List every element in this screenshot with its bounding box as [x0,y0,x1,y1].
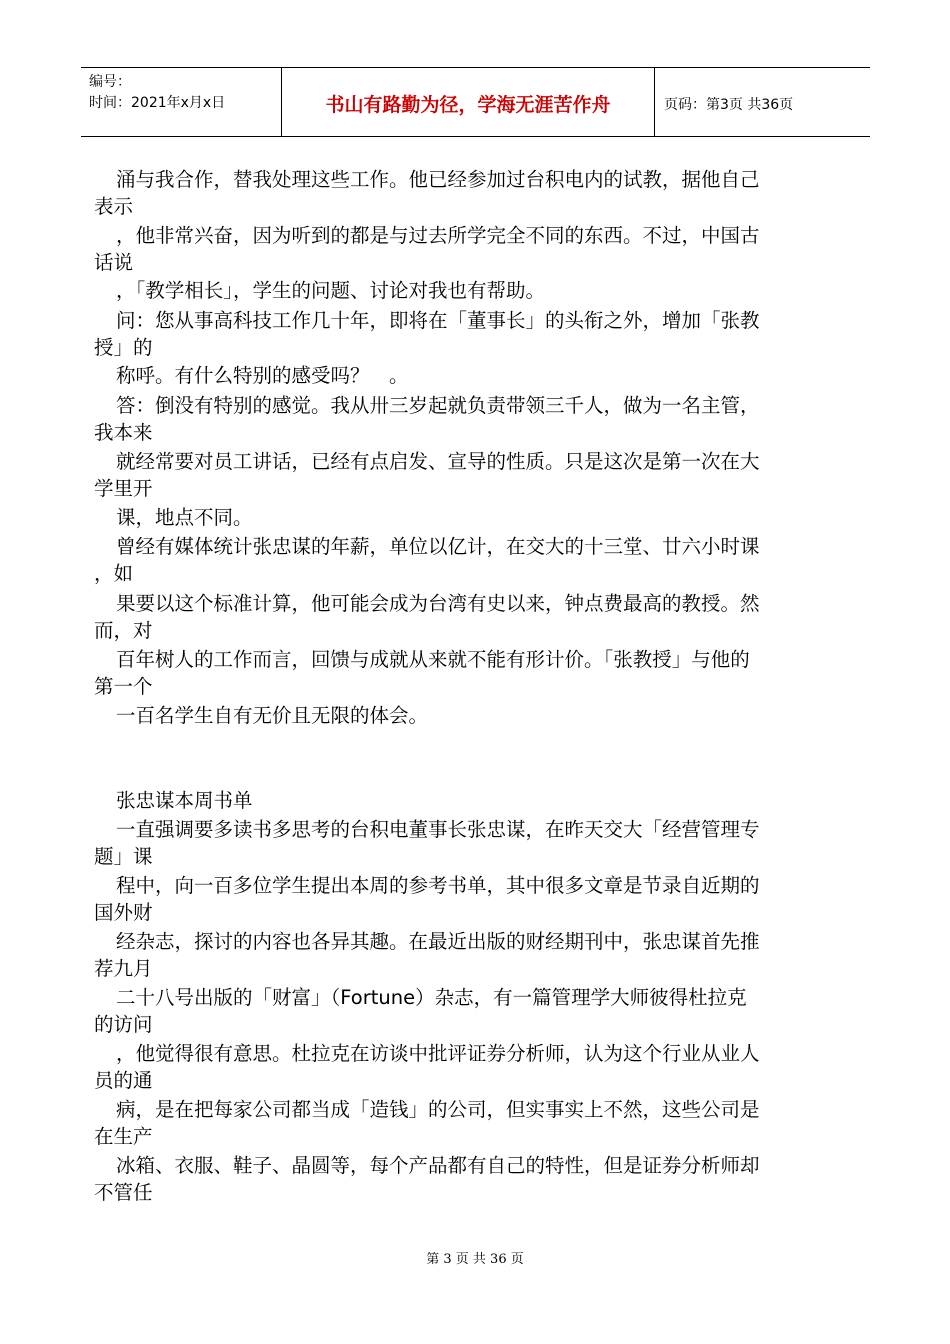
text-line: 在生产 [94,1125,153,1148]
text-line: 问：您从事高科技工作几十年，即将在「董事长」的头衔之外，增加「张教 [116,309,760,332]
text-line: 我本来 [94,421,153,444]
text-line: ，他觉得很有意思。杜拉克在访谈中批评证券分析师，认为这个行业从业人 [116,1042,760,1065]
page-footer: 第 3 页 共 36 页 [426,1252,524,1267]
header-page-info: 页码：第3页 共36页 [664,97,794,113]
text-line: 称呼。有什么特别的感受吗？ 。 [116,364,409,387]
page-header [81,67,870,137]
text-line: 一直强调要多读书多思考的台积电董事长张忠谋，在昨天交大「经营管理专 [116,818,760,841]
header-middle-cell [281,68,655,136]
text-line: 二十八号出版的「财富」（Fortune）杂志，有一篇管理学大师彼得杜拉克 [116,986,747,1009]
text-line: 的访问 [94,1013,153,1036]
text-line: 就经常要对员工讲话，已经有点启发、宣导的性质。只是这次是第一次在大 [116,450,760,473]
text-line: 冰箱、衣服、鞋子、晶圆等，每个产品都有自己的特性，但是证券分析师却 [116,1154,760,1177]
text-line: 员的通 [94,1069,153,1092]
text-line: 表示 [94,195,134,218]
text-line: 第一个 [94,675,153,698]
text-line: ，他非常兴奋，因为听到的都是与过去所学完全不同的东西。不过，中国古 [116,224,760,247]
document-number-label: 编号： [89,74,131,90]
text-line: 不管任 [94,1181,153,1204]
text-line: ，「教学相长」，学生的问题、讨论对我也有帮助。 [116,279,546,302]
document-date-label: 时间：2021年x月x日 [89,95,226,111]
text-line: 国外财 [94,901,153,924]
section-heading: 张忠谋本周书单 [116,789,253,812]
text-line: 话说 [94,251,134,274]
text-line: 曾经有媒体统计张忠谋的年薪，单位以亿计，在交大的十三堂、廿六小时课 [116,535,760,558]
text-line: 果要以这个标准计算，他可能会成为台湾有史以来，钟点费最高的教授。然 [116,592,760,615]
header-left-cell [81,68,281,136]
text-line: 百年树人的工作而言，回馈与成就从来就不能有形计价。「张教授」与他的 [116,648,750,671]
header-motto: 书山有路勤为径，学海无涯苦作舟 [325,94,611,116]
text-line: 答：倒没有特别的感觉。我从卅三岁起就负责带领三千人，做为一名主管， [116,394,760,417]
text-line: 学里开 [94,477,153,500]
text-line: 经杂志，探讨的内容也各异其趣。在最近出版的财经期刊中，张忠谋首先推 [116,930,760,953]
text-line: 而，对 [94,619,153,642]
text-line: 课，地点不同。 [116,506,253,529]
text-line: 荐九月 [94,957,153,980]
text-line: 病，是在把每家公司都当成「造钱」的公司，但实事实上不然，这些公司是 [116,1098,760,1121]
text-line: 一百名学生自有无价且无限的体会。 [116,704,429,727]
text-line: 程中，向一百多位学生提出本周的参考书单，其中很多文章是节录自近期的 [116,874,760,897]
text-line: 授」的 [94,336,153,359]
text-line: 涌与我合作，替我处理这些工作。他已经参加过台积电内的试教，据他自己 [116,168,760,191]
header-right-cell [654,68,870,136]
text-line: ，如 [94,562,134,585]
text-line: 题」课 [94,845,153,868]
